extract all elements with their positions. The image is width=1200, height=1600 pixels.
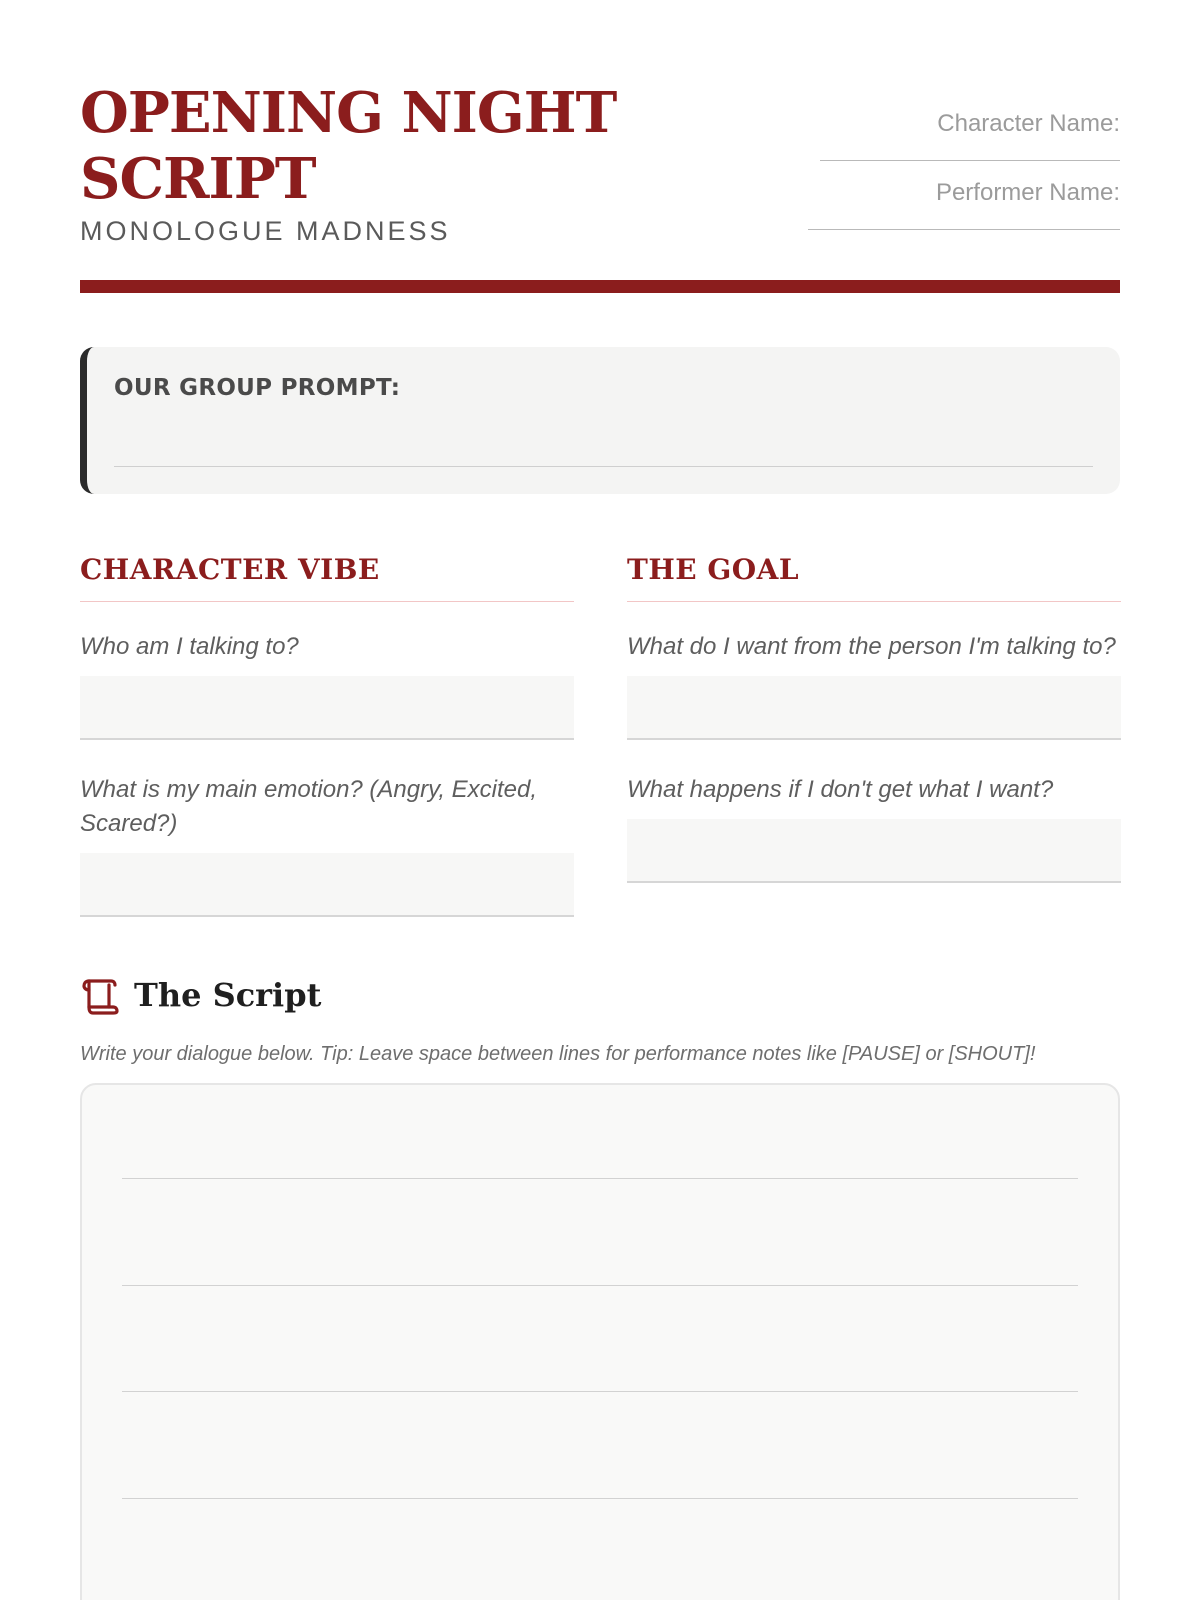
script-writing-area[interactable] <box>80 1083 1120 1600</box>
script-line[interactable] <box>122 1178 1078 1179</box>
character-vibe-section <box>80 550 574 917</box>
script-section-header <box>80 972 321 1018</box>
character-name-label: Character Name: <box>937 110 1120 137</box>
answer-who-talking-to[interactable] <box>80 676 574 740</box>
answer-main-emotion[interactable] <box>80 853 574 917</box>
script-line[interactable] <box>122 1285 1078 1286</box>
question-who-talking-to: Who am I talking to? <box>80 633 299 660</box>
question-main-emotion: What is my main emotion? (Angry, Excited, Scared?) <box>80 776 538 837</box>
header-divider <box>80 280 1120 293</box>
name-fields <box>780 110 1120 248</box>
answer-what-happens[interactable] <box>627 819 1121 883</box>
answer-what-do-i-want[interactable] <box>627 676 1121 740</box>
page-title: OPENING NIGHT SCRIPT <box>80 80 617 212</box>
page-subtitle: MONOLOGUE MADNESS <box>80 216 451 246</box>
section-divider <box>627 601 1121 602</box>
section-divider <box>80 601 574 602</box>
performer-name-label: Performer Name: <box>935 179 1120 206</box>
group-prompt-box <box>80 347 1120 494</box>
script-line[interactable] <box>122 1391 1078 1392</box>
goal-heading: THE GOAL <box>627 553 800 586</box>
group-prompt-field[interactable] <box>114 466 1093 467</box>
script-title: The Script <box>134 976 322 1014</box>
scroll-icon <box>80 975 120 1015</box>
script-tip: Write your dialogue below. Tip: Leave space between lines for performance notes like [PAUSE] or [SHOUT]! <box>80 1043 1036 1065</box>
character-name-field[interactable] <box>820 160 1120 161</box>
group-prompt-label: OUR GROUP PROMPT: <box>114 375 401 401</box>
question-what-do-i-want: What do I want from the person I'm talking to? <box>627 633 1116 660</box>
goal-section <box>627 550 1121 883</box>
question-what-happens: What happens if I don't get what I want? <box>627 776 1054 803</box>
performer-name-field[interactable] <box>808 229 1120 230</box>
script-line[interactable] <box>122 1498 1078 1499</box>
character-vibe-heading: CHARACTER VIBE <box>80 553 380 586</box>
worksheet-header <box>80 80 1120 290</box>
